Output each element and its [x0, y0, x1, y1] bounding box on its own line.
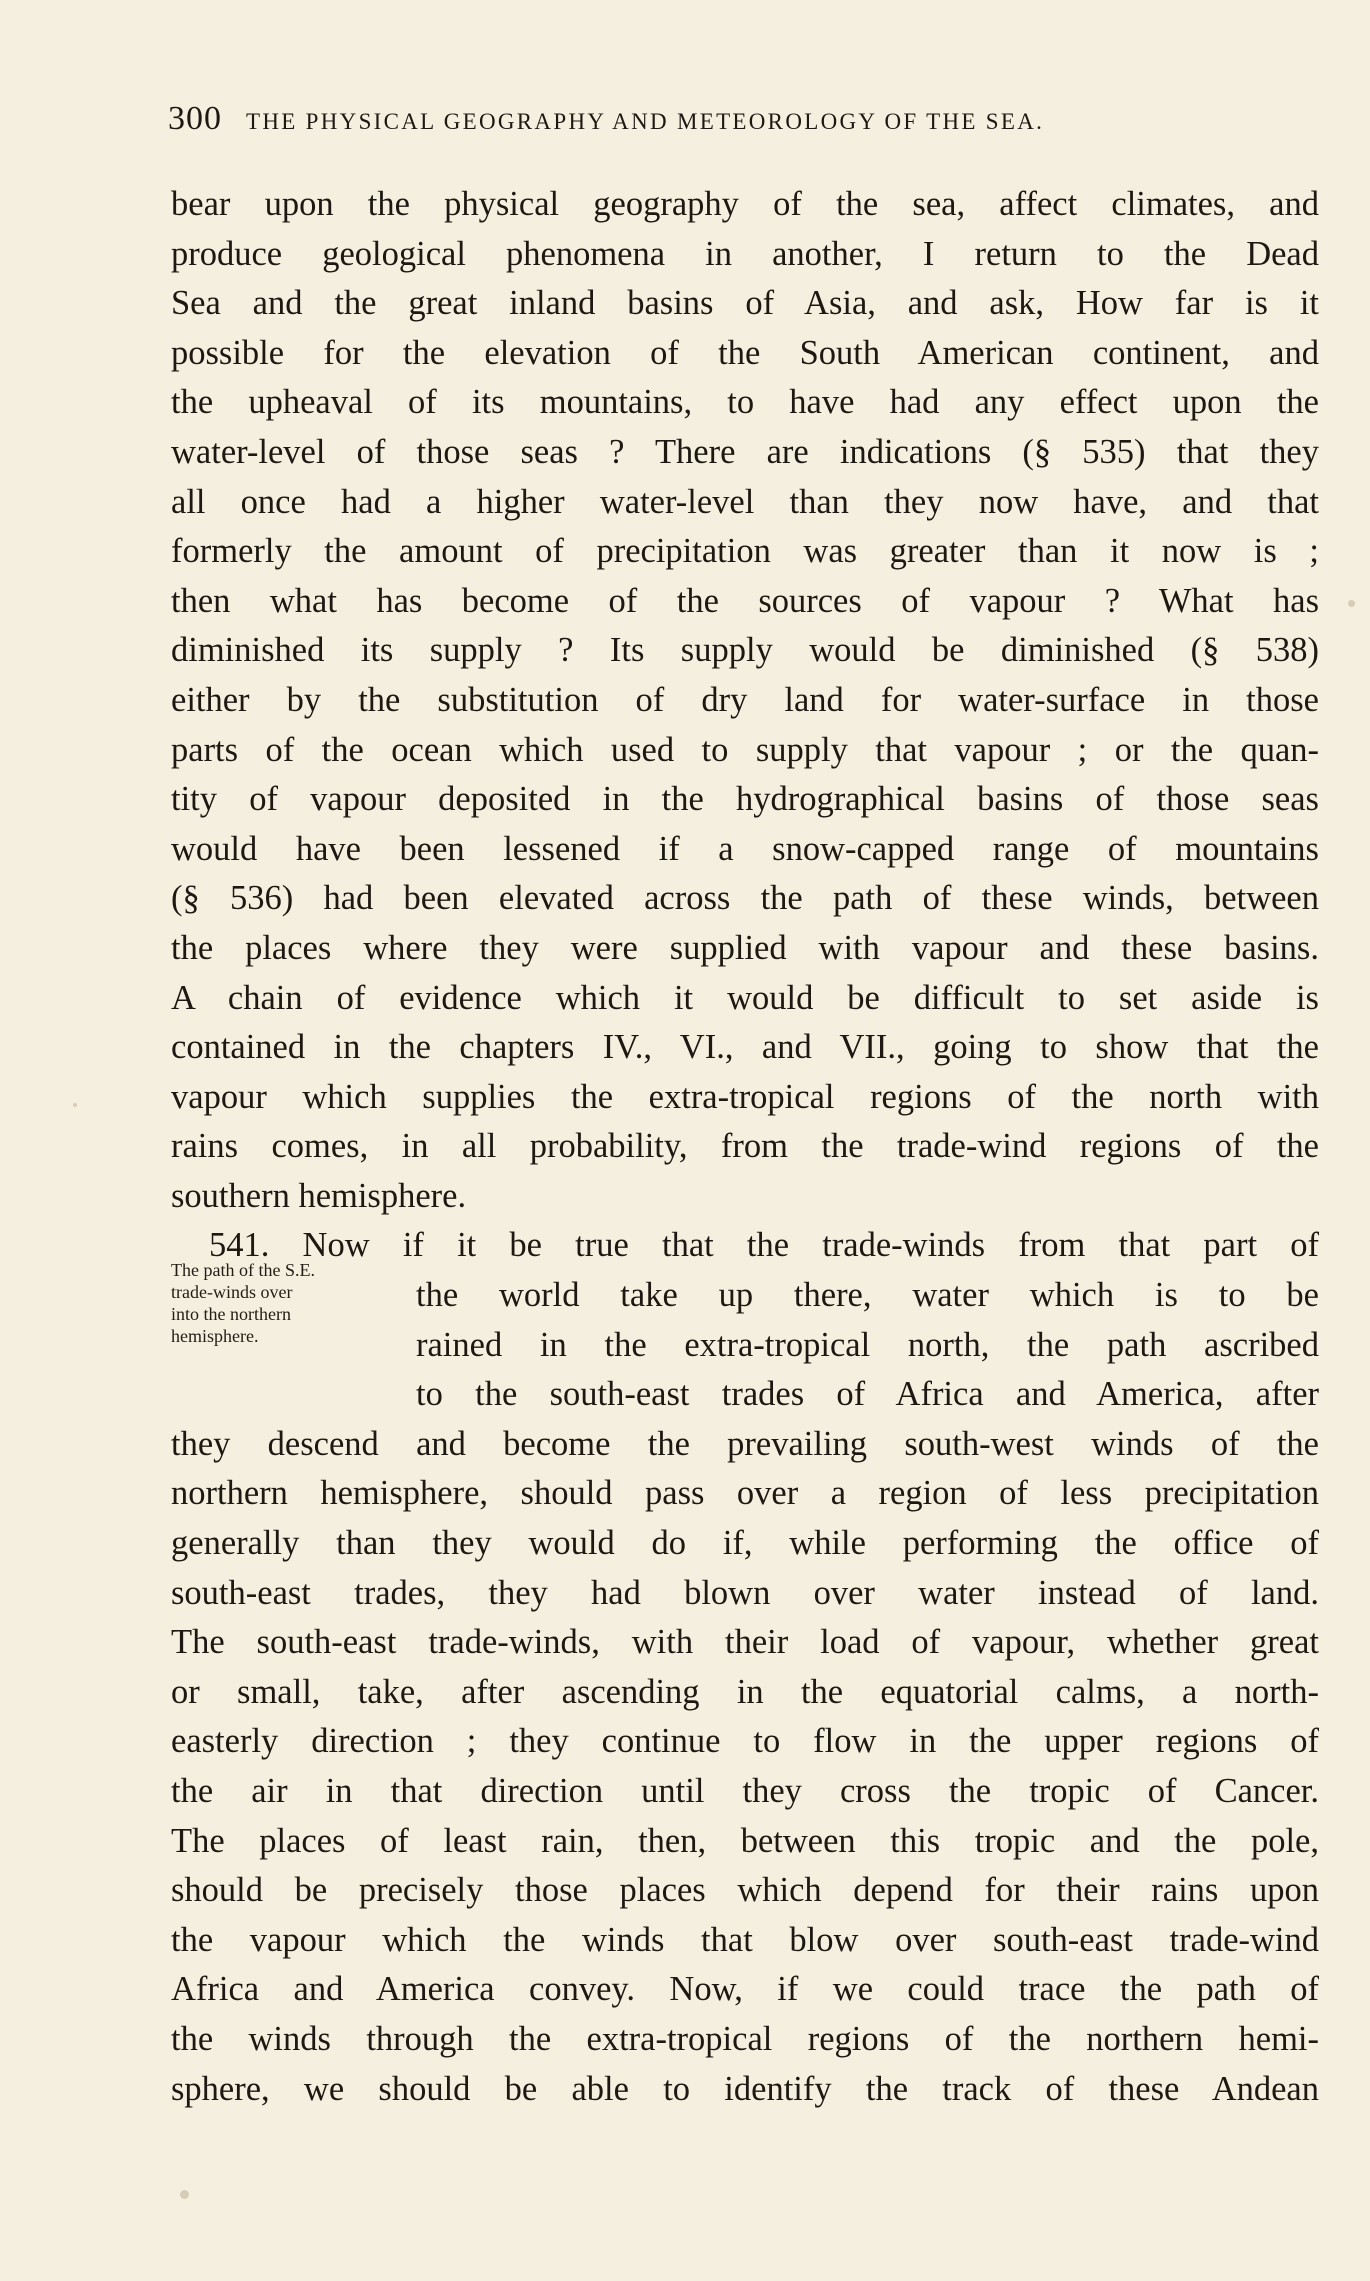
text-line: the world take up there, water which is to be	[416, 1276, 1319, 1315]
margin-note-line: trade-winds over	[171, 1282, 293, 1302]
paper-speck	[180, 2190, 189, 2199]
text-line: The places of least rain, then, between this tropic and the pole,	[171, 1821, 1319, 1860]
text-line: possible for the elevation of the South American continent, and	[171, 333, 1319, 372]
text-line: then what has become of the sources of vapour ? What has	[171, 581, 1319, 620]
text-line: northern hemisphere, should pass over a region of less precipitation	[171, 1474, 1319, 1513]
text-line: The south-east trade-winds, with their load of vapour, whether great	[171, 1623, 1319, 1662]
text-line: south-east trades, they had blown over water instead of land.	[171, 1573, 1319, 1612]
running-head	[168, 100, 1258, 150]
text-line: they descend and become the prevailing south-west winds of the	[171, 1424, 1319, 1463]
text-line: the places where they were supplied with vapour and these basins.	[171, 928, 1319, 967]
text-line: bear upon the physical geography of the sea, affect climates, and	[171, 185, 1319, 223]
text-line: rains comes, in all probability, from the trade-wind regions of the	[171, 1127, 1319, 1166]
paper-speck	[1348, 600, 1355, 607]
text-line: vapour which supplies the extra-tropical regions of the north with	[171, 1077, 1319, 1116]
text-line: diminished its supply ? Its supply would be diminished (§ 538)	[171, 631, 1319, 670]
page-number: 300	[168, 100, 222, 137]
text-line: southern hemisphere.	[171, 1176, 467, 1215]
text-line: or small, take, after ascending in the equatorial calms, a north-	[171, 1672, 1319, 1711]
text-line: all once had a higher water-level than they now have, and that	[171, 482, 1319, 521]
text-line: to the south-east trades of Africa and America, after	[416, 1375, 1319, 1414]
text-line: parts of the ocean which used to supply that vapour ; or the quan-	[171, 730, 1319, 769]
text-line: (§ 536) had been elevated across the path of these winds, between	[171, 879, 1319, 918]
text-line: either by the substitution of dry land for water-surface in those	[171, 680, 1319, 719]
text-line: the upheaval of its mountains, to have had any effect upon the	[171, 383, 1319, 422]
margin-note-line: into the northern	[171, 1304, 291, 1324]
text-line: the air in that direction until they cross the tropic of Cancer.	[171, 1772, 1319, 1810]
text-line: tity of vapour deposited in the hydrographical basins of those seas	[171, 780, 1319, 819]
text-line: A chain of evidence which it would be difficult to set aside is	[171, 978, 1319, 1017]
text-line: would have been lessened if a snow-capped range of mountains	[171, 829, 1319, 868]
text-line: the vapour which the winds that blow over south-east trade-wind	[171, 1920, 1319, 1959]
text-line: formerly the amount of precipitation was greater than it now is ;	[171, 532, 1319, 571]
running-title: THE PHYSICAL GEOGRAPHY AND METEOROLOGY OF THE SEA.	[246, 109, 1045, 134]
margin-note-line: The path of the S.E.	[171, 1260, 315, 1280]
text-line: easterly direction ; they continue to flow in the upper regions of	[171, 1722, 1319, 1761]
text-line: produce geological phenomena in another, I return to the Dead	[171, 234, 1319, 273]
text-line: sphere, we should be able to identify the track of these Andean	[171, 2069, 1319, 2108]
text-line: the winds through the extra-tropical regions of the northern hemi-	[171, 2019, 1319, 2058]
text-line: Africa and America convey. Now, if we could trace the path of	[171, 1970, 1319, 2009]
paper-speck	[73, 1103, 77, 1107]
paragraph-start-line: 541. Now if it be true that the trade-winds from that part of	[209, 1226, 1319, 1265]
text-line: should be precisely those places which depend for their rains upon	[171, 1871, 1319, 1910]
text-line: generally than they would do if, while performing the office of	[171, 1524, 1319, 1563]
margin-note-line: hemisphere.	[171, 1326, 259, 1346]
text-line: water-level of those seas ? There are indications (§ 535) that they	[171, 432, 1319, 471]
body-text	[171, 180, 1319, 2114]
text-line: rained in the extra-tropical north, the path ascribed	[416, 1325, 1319, 1364]
text-line: Sea and the great inland basins of Asia, and ask, How far is it	[171, 284, 1319, 323]
text-line: contained in the chapters IV., VI., and VII., going to show that the	[171, 1028, 1319, 1067]
